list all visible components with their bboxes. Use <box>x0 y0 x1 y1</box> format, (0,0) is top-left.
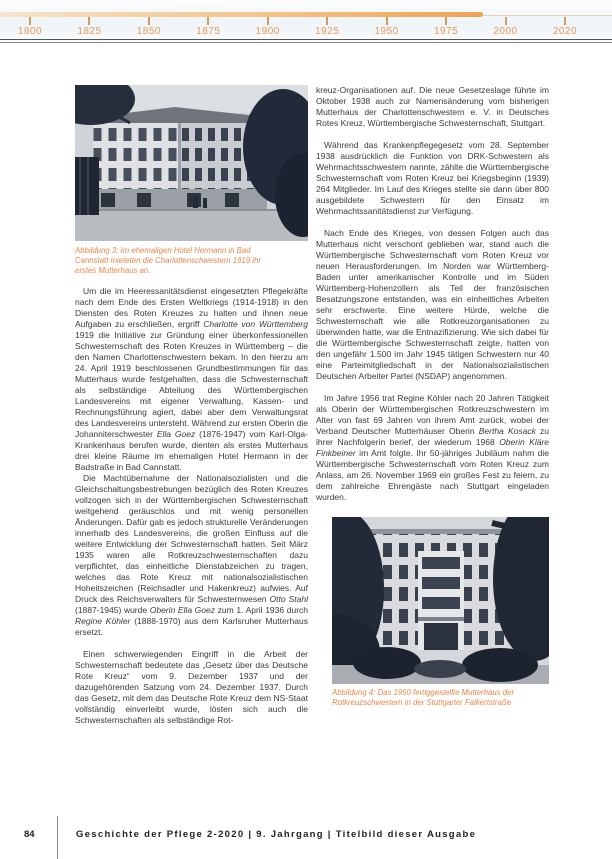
timeline-tick-icon <box>564 17 566 25</box>
footer-page-number: 84 <box>24 829 35 840</box>
timeline-tick-icon <box>445 17 447 25</box>
timeline-year <box>186 17 230 37</box>
timeline-year-label: 1900 <box>255 26 280 37</box>
figure3-photo-hotel-hermann <box>75 85 308 241</box>
right-column-text <box>316 85 549 503</box>
timeline-year-label: 1875 <box>196 26 221 37</box>
timeline-tick-icon <box>207 17 209 25</box>
figure4-caption: Abbildung 4: Das 1950 fertiggestellte Mutterhaus der Rotkreuzschwestern in der Stuttgarter Falkertstraße <box>332 688 515 707</box>
timeline-year <box>543 17 587 37</box>
body-paragraph: kreuz-Organisationen auf. Die neue Gesetzeslage führte im Oktober 1938 auch zur Namensänderung vom bisherigen Mutterhaus der Charlottenschwestern e. V. in Deutsches Rotes Kreuz, Württembergische Schwesternschaft, Stuttgart. <box>316 85 549 128</box>
body-paragraph: Während das Krankenpflegegesetz vom 28. September 1938 ausdrücklich die Funktion von DRK-Schwestern als Wehrmachtsschwestern nannte, zählte die Württembergische Schwesternschaft vom Roten Kreuz bei Kriegsbeginn (1939) 264 Mitglieder. Im Lauf des Krieges stellte sie dann über 800 ausgebildete Schwestern für den Einsatz im Wehrmachtssanitätsdienst zur Verfügung. <box>316 140 549 216</box>
timeline-year-axis <box>0 17 612 37</box>
timeline-year <box>67 17 111 37</box>
timeline-tick-icon <box>29 17 31 25</box>
timeline-year <box>484 17 528 37</box>
right-column <box>316 85 549 726</box>
body-paragraph: Einen schwerwiegenden Eingriff in die Arbeit der Schwesternschaft bedeutete das „Gesetz über das Deutsche Rote Kreuz“ vom 9. Dezember 1937 und der dazugehörenden Satzung vom 24. Dezember 1937. Durch das Gesetz, mit dem das Deutsche Rote Kreuz dem NS-Staat vollständig einverleibt wurde, lösten sich auch die Schwesternschaften als selbständige Rot- <box>75 649 308 725</box>
timeline-tick-icon <box>88 17 90 25</box>
left-column-text <box>75 286 308 726</box>
timeline-year <box>365 17 409 37</box>
timeline-double-rule <box>0 39 612 43</box>
figure4-photo-mutterhaus <box>332 517 549 684</box>
figure4-block <box>332 517 549 708</box>
footer-divider-line <box>57 816 58 859</box>
timeline-year-label: 1825 <box>77 26 102 37</box>
timeline-year-label: 2020 <box>552 26 578 37</box>
body-paragraph: Nach Ende des Krieges, von dessen Folgen auch das Mutterhaus nicht verschont geblieben war, stand auch die Württembergische Schwesternschaft vom Roten Kreuz vor neuen Herausforderungen. Im Norden war Württemberg-Baden unter amerikanischer Kontrolle und im Süden Württemberg-Hohenzollern als Teil der französischen Besatzungszone entstanden, was ein einheitliches Arbeiten sehr erschwerte. Eine weitere Hürde, welche die Schwesternschaft wie alle Rotkreuzorganisationen zu überwinden hatte, war die Entnazifizierung. Wie sich dabei für die Württembergische Schwesternschaft zeigte, hatten von den ungefähr 1.500 im Jahr 1945 tätigen Schwestern nur 40 eine Parteimitgliedschaft in der Nationalsozialistischen Deutschen Arbeiter Partei (NSDAP) angenommen. <box>316 228 549 381</box>
left-column <box>75 85 308 726</box>
timeline-tick-icon <box>386 17 388 25</box>
timeline-year-label: 1950 <box>374 26 399 37</box>
body-paragraph: Im Jahre 1956 trat Regine Köhler nach 20 Jahren Tätigkeit als Oberin der Württembergischen Rotkreuzschwestern im Alter von fast 69 Jahren von ihrem Amt zurück, wobei der Verband Deutscher Mutterhäuser Oberin Bertha Kosack zu ihrer Nachfolgerin berief, der wiederum 1968 Oberin Kläre Finkbeiner im Amt folgte. Ihr 50-jähriges Jubiläum nahm die Württembergische Schwesternschaft vom Roten Kreuz zum Anlass, am 26. November 1969 ein großes Fest zu feiern, zu dem zahlreiche Ehrengäste nach Stuttgart eingeladen wurden. <box>316 393 550 502</box>
timeline-year-label: 1800 <box>17 26 43 37</box>
timeline-tick-icon <box>326 17 328 25</box>
timeline-year <box>305 17 349 37</box>
body-paragraph: Um die im Heeressanitätsdienst eingesetzten Pflegekräfte nach dem Ende des Ersten Weltkriegs (1914-1918) in den Diensten des Roten Kreuzes zu halten und ihnen neue Aufgaben zu erschließen, ergriff Charlotte von Württemberg 1919 die Initiative zur Gründung einer überkonfessionellen Schwesternschaft des Roten Kreuzes in Württemberg – die den Namen Charlottenschwestern bekam. In den hierzu am 24. April 1919 beschlossenen Grundbestimmungen für das Mutterhaus wurde festgehalten, dass die Schwesternschaft als selbständige Abteilung des Württembergischen Landesvereins mit eigener Verwaltung, Kassen- und Rechnungsführung agiert, dabei aber dem Verwaltungsrat des Landesvereins untersteht. Während zur ersten Oberin die Johanniterschwester Ella Goez (1876-1947) vom Karl-Olga-Krankenhaus berufen wurde, dienten als erstes Mutterhaus drei kleine Räume im ehemaligen Hotel Hermann in der Badstraße in Bad Cannstatt. <box>75 286 308 472</box>
timeline-tick-icon <box>267 17 269 25</box>
timeline-tick-icon <box>148 17 150 25</box>
body-paragraph: Die Machtübernahme der Nationalsozialisten und die Gleichschaltungsbestrebungen bezüglich des Roten Kreuzes vollzogen sich in der Württembergischen Schwesternschaft weitgehend geräuschlos und mit wenig personellen Änderungen. Dafür gab es jedoch strukturelle Veränderungen innerhalb des Landesvereins, die großen Einfluss auf die weitere Entwicklung der Schwesternschaft hatten. Seit März 1935 waren alle Rotkreuzschwesternschaften dazu verpflichtet, das einheitliche Dienstabzeichen zu tragen, welches das Rote Kreuz mit nationalsozialistischen Hoheitszeichen (Reichsadler und Hakenkreuz) aufwies. Auf Druck des Reichsverwalters für Schwesternwesen Otto Stahl (1887-1945) wurde Oberin Ella Goez zum 1. April 1936 durch Regine Köhler (1888-1970) aus dem Karlsruher Mutterhaus ersetzt. <box>75 473 308 637</box>
timeline-year-label: 1850 <box>136 26 161 37</box>
timeline-year <box>246 17 290 37</box>
footer-journal-title: Geschichte der Pflege 2-2020 | 9. Jahrgang | Titelbild dieser Ausgabe <box>76 829 477 840</box>
timeline-year-label: 1975 <box>433 26 459 37</box>
timeline-year-label: 2000 <box>493 26 518 37</box>
timeline-year <box>127 17 171 37</box>
timeline-header <box>0 0 612 43</box>
figure3-caption: Abbildung 3: Im ehemaligen Hotel Hermann in Bad Cannstatt mieteten die Charlottenschwestern 1919 ihr erstes Mutterhaus an. <box>75 246 261 275</box>
timeline-year <box>8 17 52 37</box>
timeline-year <box>424 17 468 37</box>
page-body <box>75 85 548 726</box>
timeline-year-label: 1925 <box>315 26 340 37</box>
timeline-tick-icon <box>505 17 507 25</box>
